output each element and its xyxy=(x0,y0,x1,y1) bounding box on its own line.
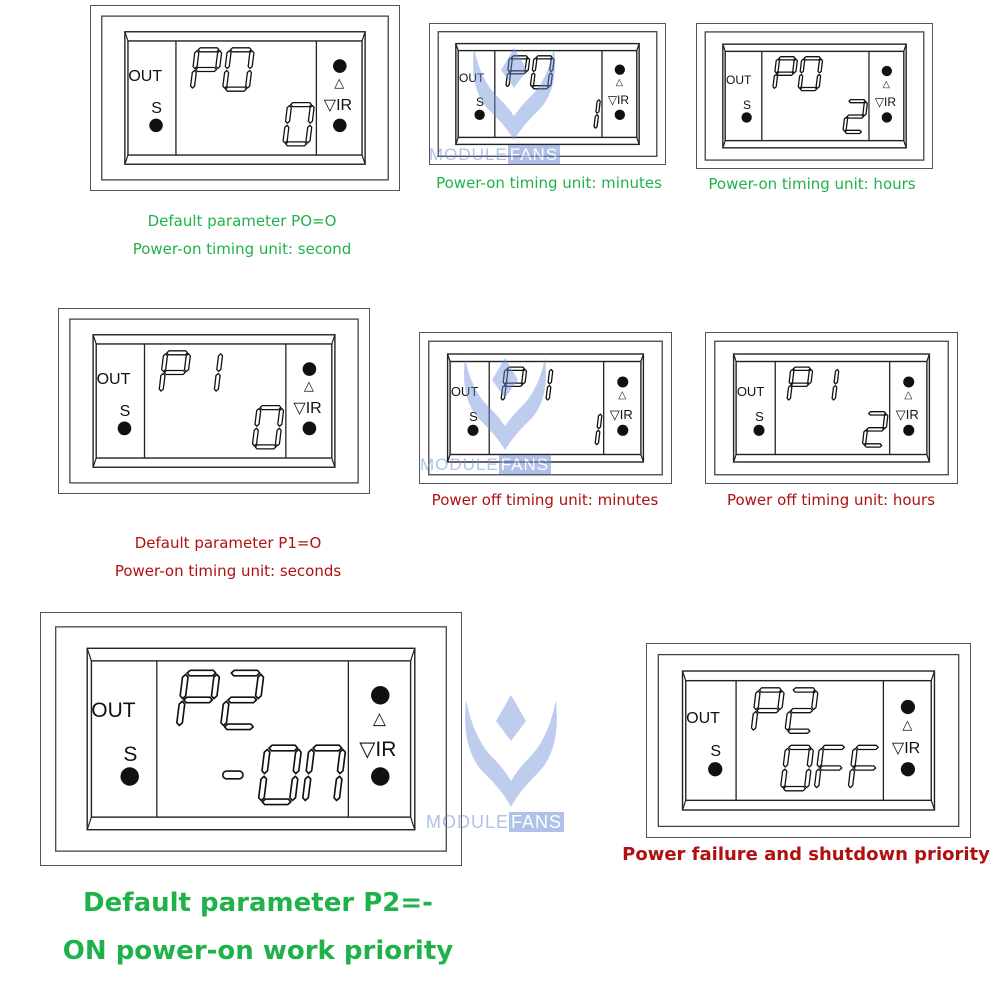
up-arrow-label: △ xyxy=(902,716,913,732)
out-label: OUT xyxy=(736,383,765,399)
s-label: S xyxy=(469,409,478,425)
watermark-text-2: FANS xyxy=(500,455,550,474)
digit-row1-p0-0-1 xyxy=(223,48,254,91)
digit-row1-p0-2-1 xyxy=(798,57,822,91)
ir-label: ▽IR xyxy=(359,738,397,761)
ir-button-dot[interactable] xyxy=(882,112,892,122)
out-label: OUT xyxy=(726,72,752,87)
watermark-text: MODULE xyxy=(426,812,510,832)
ir-button-dot[interactable] xyxy=(615,110,625,120)
caption-p2-default-2: ON power-on work priority xyxy=(62,936,454,966)
lcd-frame-p2-off xyxy=(647,644,970,837)
display-panel-p0-1 xyxy=(429,23,666,165)
lcd-frame-p0-2 xyxy=(697,24,932,168)
digit-row1-p0-2-0 xyxy=(773,57,797,89)
s-label: S xyxy=(119,402,131,420)
s-button-dot[interactable] xyxy=(120,767,138,785)
digit-row1-p1-1-1 xyxy=(546,370,553,401)
ir-button-dot[interactable] xyxy=(333,119,347,133)
s-label: S xyxy=(710,743,722,761)
ir-button-dot[interactable] xyxy=(903,425,914,436)
ir-label: ▽IR xyxy=(874,95,897,109)
out-label: OUT xyxy=(450,383,479,399)
display-panel-p1-1 xyxy=(419,332,672,484)
lcd-frame-p0-0 xyxy=(91,6,399,190)
s-button-dot[interactable] xyxy=(708,762,722,776)
digit-row1-p2-off-0 xyxy=(752,688,785,730)
display-panel-p1-2 xyxy=(705,332,958,484)
s-label: S xyxy=(476,95,485,110)
s-label: S xyxy=(123,742,138,766)
up-button-dot[interactable] xyxy=(901,700,915,714)
lcd-frame-p2-on xyxy=(41,613,461,865)
up-arrow-label: △ xyxy=(372,708,386,728)
up-button-dot[interactable] xyxy=(882,66,892,76)
up-arrow-label: △ xyxy=(882,78,891,90)
caption-p1-default-1: Default parameter P1=O xyxy=(134,534,322,552)
ir-label: ▽IR xyxy=(891,739,921,757)
lcd-frame-p1-0 xyxy=(59,309,369,493)
s-label: S xyxy=(151,99,162,117)
up-arrow-label: △ xyxy=(615,77,624,89)
up-arrow-label: △ xyxy=(904,390,913,402)
s-button-dot[interactable] xyxy=(467,425,478,436)
digit-row1-p1-0-0 xyxy=(159,351,190,391)
up-arrow-label: △ xyxy=(334,75,345,91)
s-label: S xyxy=(743,97,752,112)
caption-p0-default-1: Default parameter PO=O xyxy=(147,212,337,230)
display-panel-p1-0 xyxy=(58,308,370,494)
caption-p0-default-2: Power-on timing unit: second xyxy=(132,240,352,258)
lcd-frame-p1-1 xyxy=(420,333,671,483)
digit-row1-p2-off-1 xyxy=(785,688,818,734)
ir-button-dot[interactable] xyxy=(617,425,628,436)
up-arrow-label: △ xyxy=(618,390,627,402)
display-panel-p0-0 xyxy=(90,5,400,191)
caption-p1-minutes: Power off timing unit: minutes xyxy=(431,491,659,509)
caption-p2-off: Power failure and shutdown priority xyxy=(622,844,990,865)
ir-button-dot[interactable] xyxy=(303,422,317,436)
digit-row1-p1-2-1 xyxy=(832,370,839,401)
out-label: OUT xyxy=(96,371,131,389)
s-button-dot[interactable] xyxy=(474,110,484,120)
watermark-text-2: FANS xyxy=(509,145,559,164)
up-button-dot[interactable] xyxy=(303,362,317,376)
digit-row1-p2-on-1 xyxy=(221,670,264,729)
watermark-text: MODULE xyxy=(429,145,508,164)
digit-row2-p2-off-0 xyxy=(781,745,814,791)
digit-row2-p1-0-0 xyxy=(253,406,284,449)
digit-row2-p0-1-0 xyxy=(594,100,600,128)
watermark-text: MODULE xyxy=(420,455,499,474)
digit-row2-p2-on-1 xyxy=(259,745,301,804)
ir-button-dot[interactable] xyxy=(901,762,915,776)
digit-row2-p1-2-0 xyxy=(863,412,888,447)
digit-row1-p1-0-1 xyxy=(214,354,222,391)
caption-p1-hours: Power off timing unit: hours xyxy=(726,491,936,509)
display-panel-p0-2 xyxy=(696,23,933,169)
s-button-dot[interactable] xyxy=(118,422,132,436)
ir-label: ▽IR xyxy=(607,93,630,107)
caption-p2-default-1: Default parameter P2=- xyxy=(83,888,433,918)
s-button-dot[interactable] xyxy=(149,119,163,133)
digit-row2-p0-0-0 xyxy=(283,103,314,146)
ir-button-dot[interactable] xyxy=(371,767,389,785)
digit-row1-p0-1-0 xyxy=(506,56,530,87)
digit-row2-p2-on-dash xyxy=(223,771,243,779)
s-button-dot[interactable] xyxy=(753,425,764,436)
digit-row1-p0-0-0 xyxy=(191,48,222,88)
s-label: S xyxy=(755,409,764,425)
up-button-dot[interactable] xyxy=(333,59,347,73)
ir-label: ▽IR xyxy=(609,407,633,422)
caption-p1-default-2: Power-on timing unit: seconds xyxy=(114,562,342,580)
s-button-dot[interactable] xyxy=(741,112,751,122)
up-button-dot[interactable] xyxy=(371,686,389,704)
out-label: OUT xyxy=(686,709,720,727)
digit-row2-p2-off-1 xyxy=(815,745,845,787)
out-label: OUT xyxy=(459,71,485,86)
digit-row2-p2-on-2 xyxy=(303,745,346,800)
lcd-frame-p1-2 xyxy=(706,333,957,483)
display-panel-p2-on xyxy=(40,612,462,866)
digit-row1-p1-2-0 xyxy=(787,367,812,400)
display-panel-p2-off xyxy=(646,643,971,838)
digit-row1-p0-1-1 xyxy=(531,56,555,89)
out-label: OUT xyxy=(91,698,136,722)
digit-row2-p1-1-0 xyxy=(595,414,602,444)
caption-p0-hours: Power-on timing unit: hours xyxy=(708,175,916,193)
ir-label: ▽IR xyxy=(895,407,919,422)
digit-row1-p2-on-0 xyxy=(177,670,220,725)
digit-row2-p2-off-2 xyxy=(849,745,879,787)
up-button-dot[interactable] xyxy=(615,65,625,75)
out-label: OUT xyxy=(128,68,163,86)
up-button-dot[interactable] xyxy=(903,376,914,387)
up-button-dot[interactable] xyxy=(617,376,628,387)
digit-row1-p1-1-0 xyxy=(501,367,526,400)
ir-label: ▽IR xyxy=(323,97,353,114)
ir-label: ▽IR xyxy=(293,400,322,417)
digit-row2-p0-2-0 xyxy=(843,100,867,134)
watermark-text-2: FANS xyxy=(511,812,563,832)
lcd-frame-p0-1 xyxy=(430,24,665,164)
caption-p0-minutes: Power-on timing unit: minutes xyxy=(436,174,662,192)
up-arrow-label: △ xyxy=(303,378,314,394)
